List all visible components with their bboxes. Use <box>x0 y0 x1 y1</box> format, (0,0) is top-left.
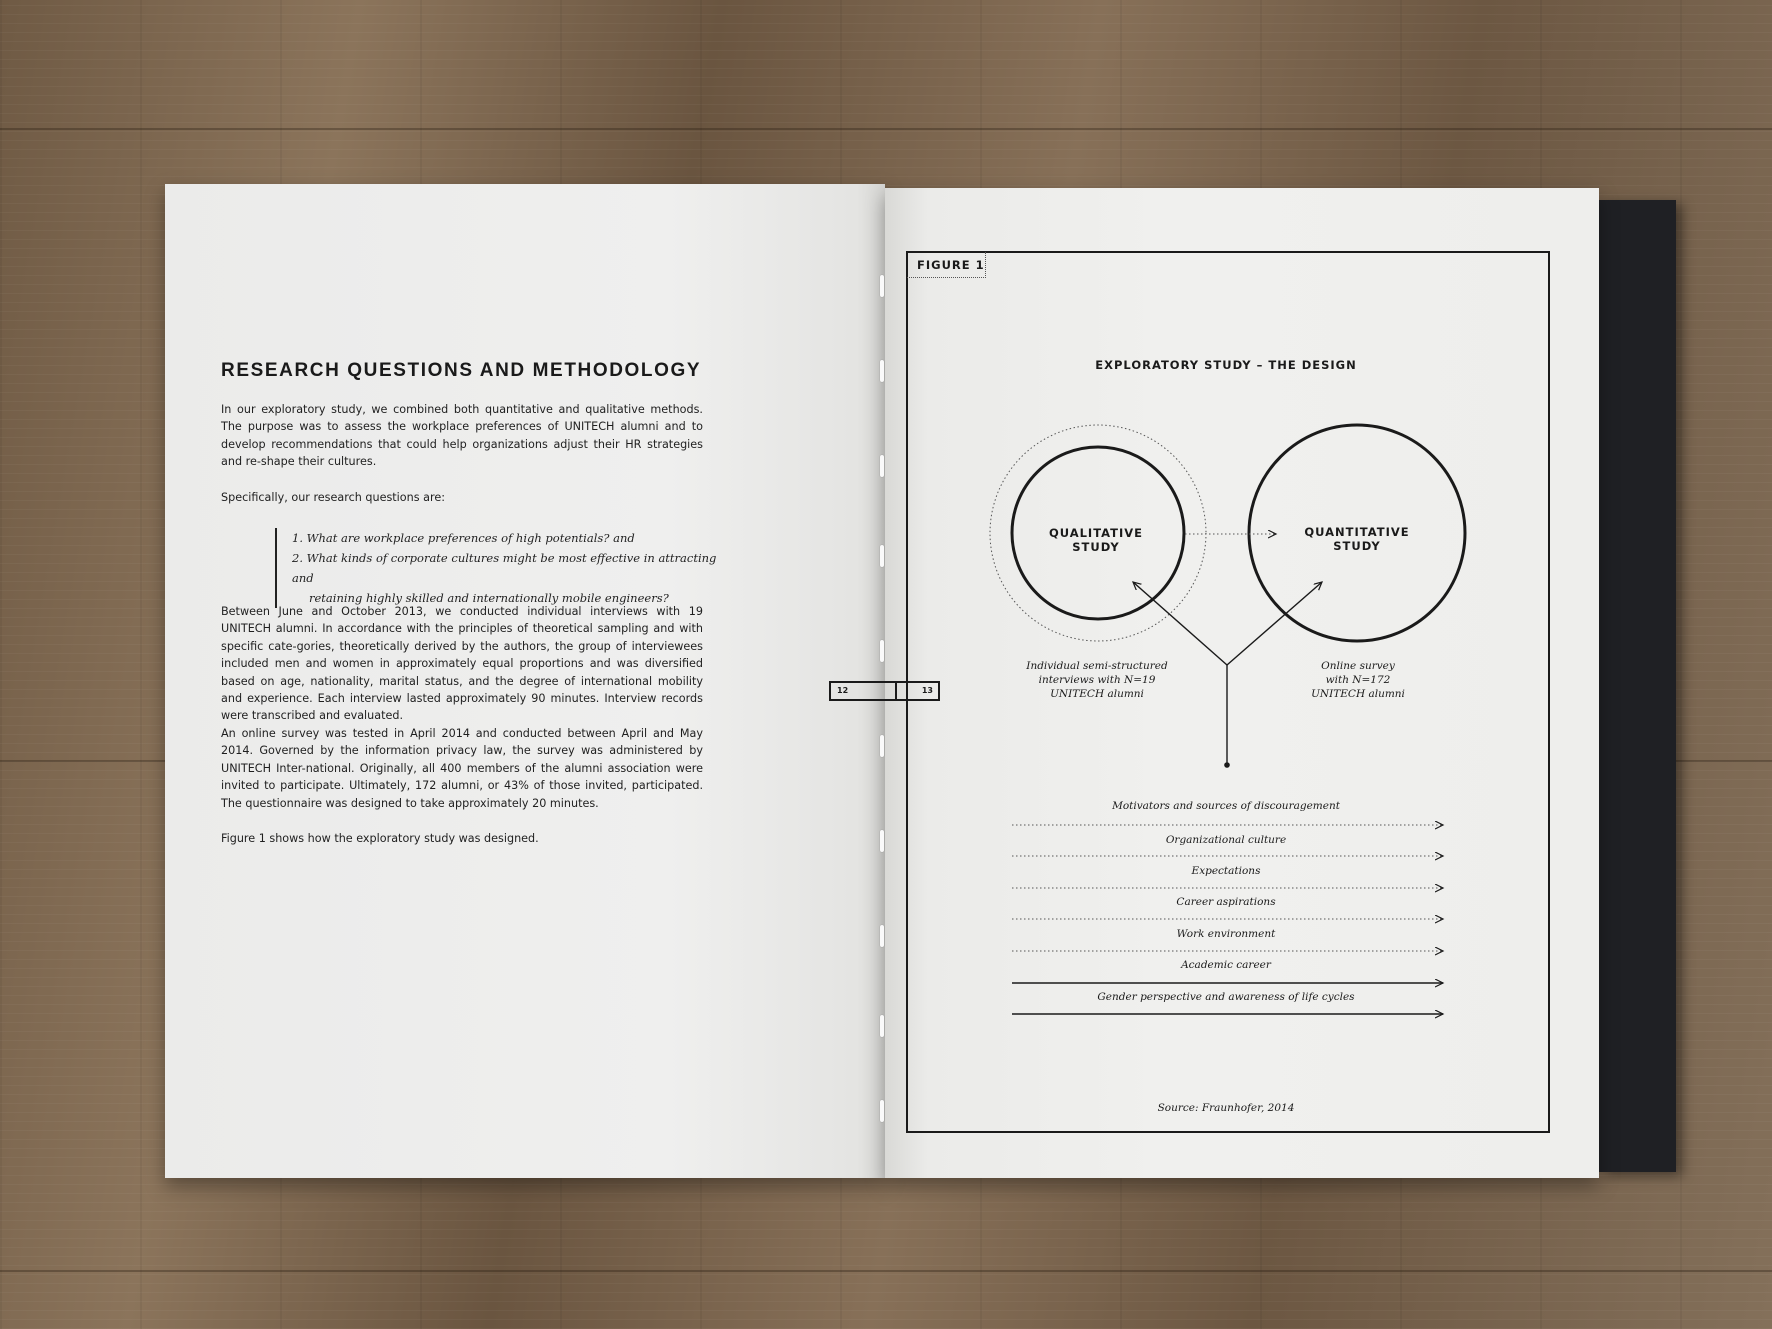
connector-dot <box>1224 762 1230 768</box>
figure-title: EXPLORATORY STUDY – THE DESIGN <box>1095 358 1357 372</box>
section-heading: RESEARCH QUESTIONS AND METHODOLOGY <box>221 360 702 381</box>
topic-label-6: Academic career <box>1181 959 1271 971</box>
topic-label-5: Work environment <box>1176 928 1276 940</box>
quantitative-label: QUANTITATIVE STUDY <box>1304 525 1410 553</box>
page-number-left: 12 <box>829 681 897 701</box>
paragraph-questions-lead: Specifically, our research questions are: <box>221 491 445 504</box>
qualitative-label: QUALITATIVE STUDY <box>1048 526 1144 554</box>
quantitative-caption: Online survey with N=172 UNITECH alumni <box>1311 660 1405 700</box>
connector-left-branch <box>1133 582 1227 665</box>
question-1: 1. What are workplace preferences of high potentials? and <box>292 531 635 545</box>
topic-label-2: Organizational culture <box>1165 834 1287 846</box>
topic-label-3: Expectations <box>1191 865 1261 877</box>
question-2-continued: retaining highly skilled and internationally mobile engineers? <box>309 591 669 605</box>
figure-source: Source: Fraunhofer, 2014 <box>1157 1102 1295 1114</box>
topic-label-4: Career aspirations <box>1176 896 1276 908</box>
topic-label-7: Gender perspective and awareness of life cycles <box>1097 991 1355 1003</box>
paragraph-survey: An online survey was tested in April 2014 and conducted between April and May 2014. Governed by the information privacy law, the survey was administered by UNITECH Inter-national. Originally, all 400 members of the alumni association were invited to participate. Ultimately, 172 alumni, or 43% of those invited, participated. The questionnaire was designed to take approximately 20 minutes. <box>221 727 703 810</box>
figure-label: FIGURE 1 <box>907 252 986 278</box>
connector-right-branch <box>1227 582 1322 665</box>
paragraph-intro: In our exploratory study, we combined both quantitative and qualitative methods. The purpose was to assess the workplace preferences of UNITECH alumni and to develop recommendations that could help organizations adjust their HR strategies and re-shape their cultures. <box>221 403 703 469</box>
topic-label-1: Motivators and sources of discouragement <box>1112 800 1340 812</box>
qualitative-caption: Individual semi-structured interviews with N=19 UNITECH alumni <box>1026 660 1168 700</box>
question-2: 2. What kinds of corporate cultures might be most effective in attracting and <box>292 551 717 585</box>
page-number-right: 13 <box>881 681 940 701</box>
paragraph-interviews: Between June and October 2013, we conducted individual interviews with 19 UNITECH alumni. In accordance with the principles of theoretical sampling and with specific cate-gories, theoretically derived by the authors, the group of interviewees included men and women in approximately equal proportions and was diversified based on age, nationality, marital status, and the degree of international mobility and experience. Each interview lasted approximately 90 minutes. Interview records were transcribed and evaluated. <box>221 605 703 723</box>
paragraph-figure-reference: Figure 1 shows how the exploratory study was designed. <box>221 832 539 845</box>
